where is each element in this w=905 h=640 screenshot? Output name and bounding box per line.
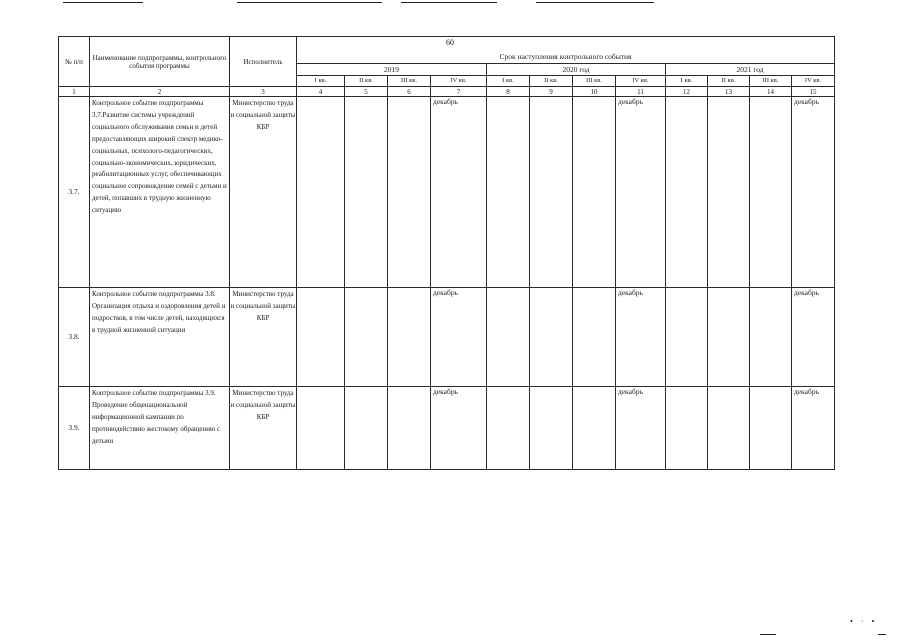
quarter-cell: [708, 288, 750, 387]
header-deadline: Срок наступления контрольного события: [297, 37, 835, 64]
quarter-cell: декабрь: [616, 387, 666, 470]
scan-mark-glyph: •: [850, 617, 861, 626]
column-number: 11: [616, 87, 666, 97]
quarter-cell: [297, 288, 345, 387]
column-number: 5: [345, 87, 388, 97]
quarter-cell: [666, 288, 708, 387]
quarter-cell: [750, 387, 792, 470]
header-quarter: II кв.: [708, 76, 750, 87]
header-year: 2019: [297, 64, 487, 76]
column-number: 7: [431, 87, 487, 97]
header-quarter: I кв.: [666, 76, 708, 87]
bottom-rule: [760, 634, 776, 635]
quarter-cell: [345, 387, 388, 470]
top-rule: [63, 2, 143, 3]
header-quarter: II кв.: [530, 76, 573, 87]
quarter-cell: [530, 97, 573, 288]
quarter-cell: [666, 97, 708, 288]
header-quarter: IV кв.: [792, 76, 835, 87]
quarter-cell: [345, 288, 388, 387]
quarter-cell: [297, 97, 345, 288]
header-quarter: I кв.: [297, 76, 345, 87]
quarter-cell: [573, 288, 616, 387]
quarter-cell: [666, 387, 708, 470]
event-name: Контрольное событие подпрограммы 3.8. Организация отдыха и оздоровления детей и подростков, в том числе детей, находящихся в трудной жизненной ситуации: [90, 288, 230, 387]
quarter-cell: [573, 387, 616, 470]
quarter-cell: [750, 288, 792, 387]
event-executor: Министерство труда и социальной защиты КБР: [230, 97, 297, 288]
header-quarter: I кв.: [487, 76, 530, 87]
quarter-cell: декабрь: [616, 97, 666, 288]
column-number: 3: [230, 87, 297, 97]
scan-mark-glyph: •: [871, 617, 883, 626]
quarter-cell: [487, 97, 530, 288]
column-number: 13: [708, 87, 750, 97]
page-number: 60: [446, 38, 454, 47]
quarter-cell: [487, 387, 530, 470]
quarter-cell: декабрь: [792, 288, 835, 387]
bottom-rule: [878, 634, 886, 635]
header-name: Наименование подпрограммы, контрольного события программы: [90, 37, 230, 87]
header-quarter: III кв.: [388, 76, 431, 87]
header-year: 2021 год: [666, 64, 835, 76]
table-row: [59, 97, 835, 288]
quarter-cell: [708, 387, 750, 470]
column-number: 10: [573, 87, 616, 97]
column-number: 2: [90, 87, 230, 97]
row-number: 3.9.: [59, 387, 90, 470]
row-number: 3.7.: [59, 97, 90, 288]
quarter-cell: декабрь: [431, 97, 487, 288]
column-number: 6: [388, 87, 431, 97]
column-number: 14: [750, 87, 792, 97]
header-executor: Исполнитель: [230, 37, 297, 87]
quarter-cell: [388, 387, 431, 470]
header-quarter: II кв.: [345, 76, 388, 87]
quarter-cell: декабрь: [616, 288, 666, 387]
quarter-cell: [297, 387, 345, 470]
header-quarter: IV кв.: [616, 76, 666, 87]
header-quarter: III кв.: [573, 76, 616, 87]
header-quarter: III кв.: [750, 76, 792, 87]
event-name: Контрольное событие подпрограммы 3.9. Проведение общенациональной информационной кампании по противодействию жестокому обращению с детьми: [90, 387, 230, 470]
event-executor: Министерство труда и социальной защиты КБР: [230, 288, 297, 387]
quarter-cell: [708, 97, 750, 288]
header-quarter: IV кв.: [431, 76, 487, 87]
column-number: 1: [59, 87, 90, 97]
quarter-cell: [573, 97, 616, 288]
table-row: [59, 288, 835, 387]
control-events-table: [58, 36, 835, 470]
quarter-cell: [750, 97, 792, 288]
top-rule: [536, 2, 654, 3]
header-year: 2020 год: [487, 64, 666, 76]
quarter-cell: [530, 288, 573, 387]
top-rule: [401, 2, 497, 3]
scan-mark-glyph: ·: [860, 617, 872, 626]
column-number: 8: [487, 87, 530, 97]
quarter-cell: [345, 97, 388, 288]
top-rule: [237, 2, 382, 3]
quarter-cell: декабрь: [431, 288, 487, 387]
row-number: 3.8.: [59, 288, 90, 387]
quarter-cell: [487, 288, 530, 387]
quarter-cell: [388, 97, 431, 288]
header-number: № п/п: [59, 37, 90, 87]
quarter-cell: декабрь: [792, 97, 835, 288]
column-number: 9: [530, 87, 573, 97]
column-number: 12: [666, 87, 708, 97]
quarter-cell: декабрь: [431, 387, 487, 470]
scan-marks: [850, 617, 882, 626]
table-row: [59, 387, 835, 470]
column-number: 4: [297, 87, 345, 97]
quarter-cell: [388, 288, 431, 387]
event-name: Контрольное событие подпрограммы 3.7.Развитие системы учреждений социального обслуживания семьи и детей предоставляющих широкий спектр медико-социальных, психолого-педагогических, социально-экономических, юридических, реабилитационных услуг, обеспечивающих социальное сопровождение семей с детьми и детей, попавших в трудную жизненную ситуацию: [90, 97, 230, 288]
event-executor: Министерство труда и социальной защиты КБР: [230, 387, 297, 470]
column-number: 15: [792, 87, 835, 97]
quarter-cell: [530, 387, 573, 470]
quarter-cell: декабрь: [792, 387, 835, 470]
